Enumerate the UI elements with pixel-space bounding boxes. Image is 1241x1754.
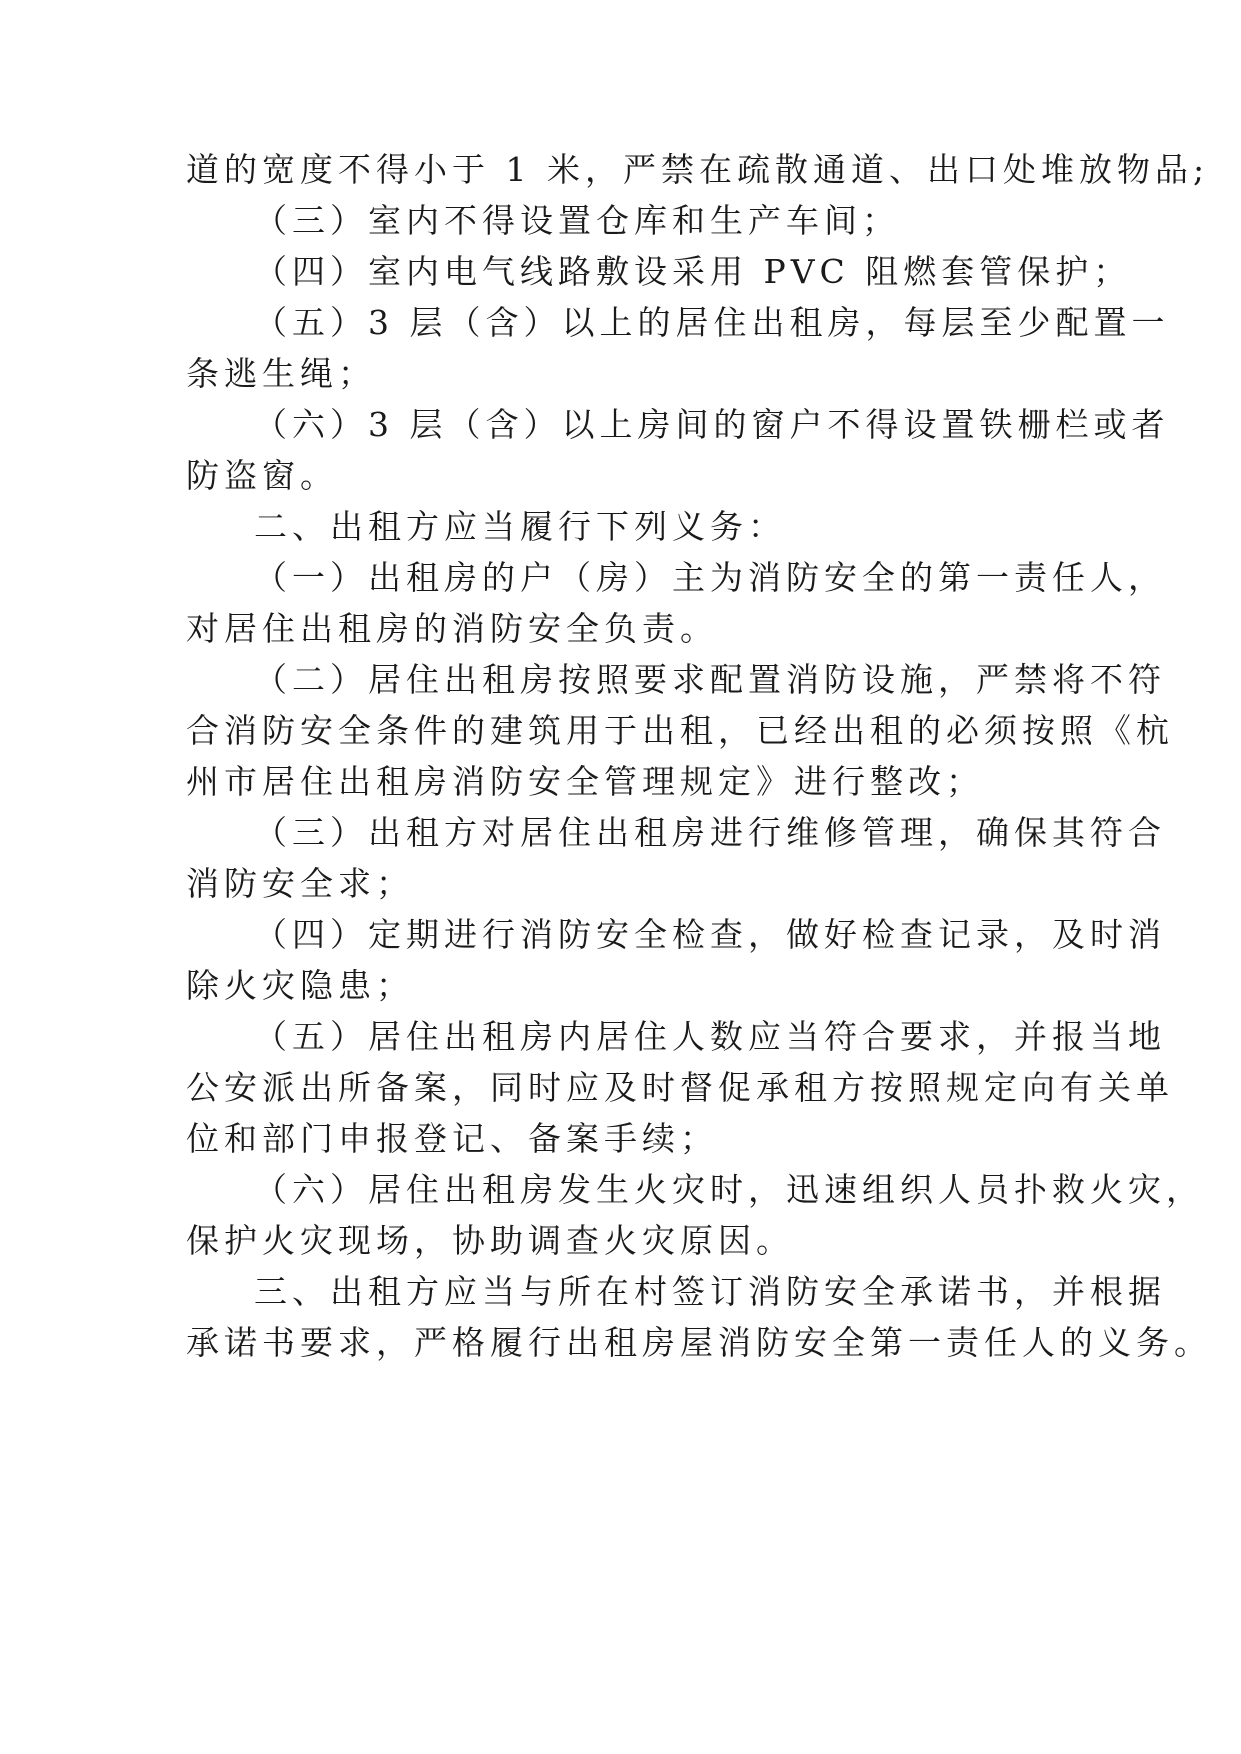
section-heading: 三、出租方应当与所在村签订消防安全承诺书，并根据 bbox=[254, 1272, 1166, 1311]
text-line: （一）出租房的户（房）主为消防安全的第一责任人， bbox=[254, 558, 1166, 597]
text-line: 除火灾隐患； bbox=[186, 966, 414, 1005]
text-line: 保护火灾现场，协助调查火灾原因。 bbox=[186, 1221, 794, 1260]
text-line: （五）居住出租房内居住人数应当符合要求，并报当地 bbox=[254, 1017, 1166, 1056]
text-line: 对居住出租房的消防安全负责。 bbox=[186, 609, 718, 648]
text-line: 合消防安全条件的建筑用于出租，已经出租的必须按照《杭 bbox=[186, 711, 1174, 750]
text-line: 条逃生绳； bbox=[186, 354, 376, 393]
text-line: （四）室内电气线路敷设采用 PVC 阻燃套管保护； bbox=[254, 252, 1132, 291]
text-line: （五）3 层（含）以上的居住出租房，每层至少配置一 bbox=[254, 303, 1170, 342]
text-line: （三）室内不得设置仓库和生产车间； bbox=[254, 201, 900, 240]
text-line: （六）3 层（含）以上房间的窗户不得设置铁栅栏或者 bbox=[254, 405, 1170, 444]
text-line: （三）出租方对居住出租房进行维修管理，确保其符合 bbox=[254, 813, 1166, 852]
text-line: （四）定期进行消防安全检查，做好检查记录，及时消 bbox=[254, 915, 1166, 954]
text-line: 州市居住出租房消防安全管理规定》进行整改； bbox=[186, 762, 984, 801]
text-line: 位和部门申报登记、备案手续； bbox=[186, 1119, 718, 1158]
text-line: （二）居住出租房按照要求配置消防设施，严禁将不符 bbox=[254, 660, 1166, 699]
text-line: 公安派出所备案，同时应及时督促承租方按照规定向有关单 bbox=[186, 1068, 1174, 1107]
section-heading: 二、出租方应当履行下列义务： bbox=[254, 507, 786, 546]
text-line: 道的宽度不得小于 1 米，严禁在疏散通道、出口处堆放物品; bbox=[186, 150, 1210, 189]
text-line: （六）居住出租房发生火灾时，迅速组织人员扑救火灾， bbox=[254, 1170, 1204, 1209]
text-line: 防盗窗。 bbox=[186, 456, 338, 495]
text-line: 消防安全求； bbox=[186, 864, 414, 903]
text-line: 承诺书要求，严格履行出租房屋消防安全第一责任人的义务。 bbox=[186, 1323, 1212, 1362]
